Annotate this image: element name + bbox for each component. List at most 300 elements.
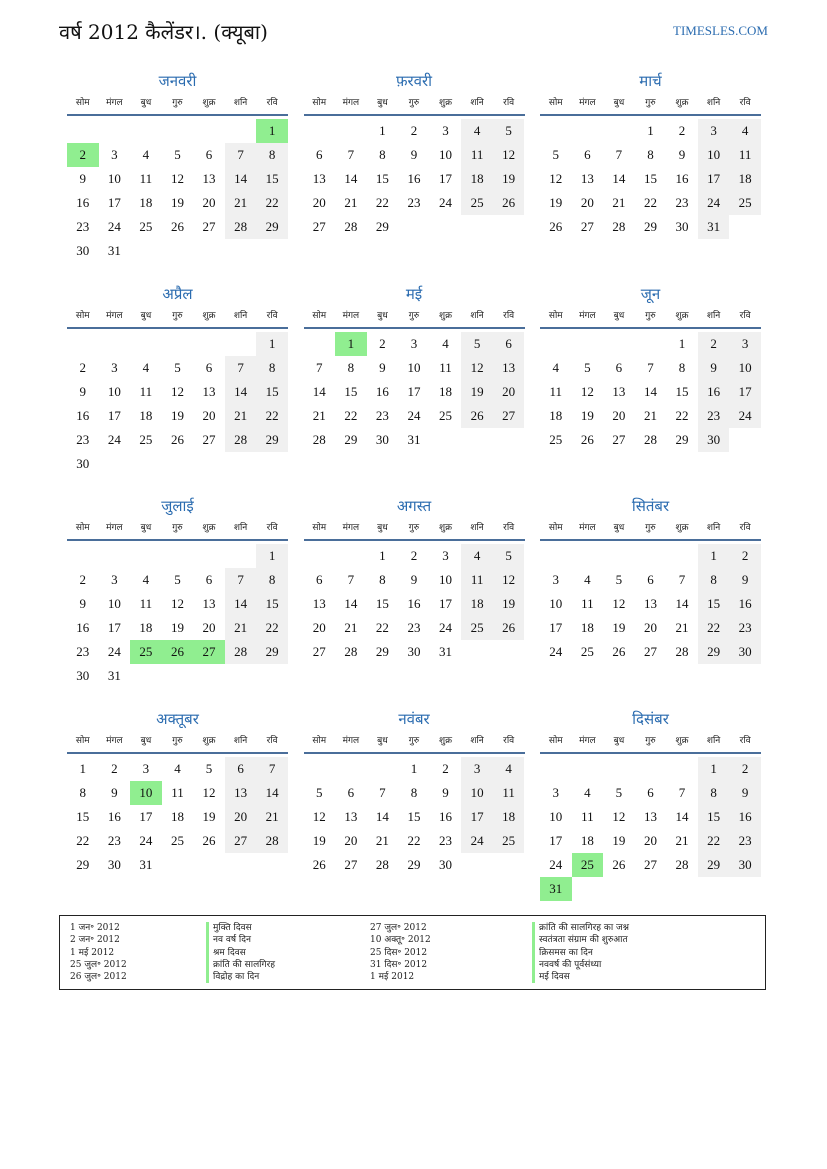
- empty-day-cell: [193, 853, 225, 877]
- empty-day-cell: [493, 215, 525, 239]
- day-cell: 5: [174, 359, 181, 375]
- weekend-day-cell: 30: [729, 853, 761, 877]
- weekday-label: मंगल: [342, 98, 360, 108]
- empty-day-cell: [67, 544, 99, 568]
- empty-day-cell: [225, 119, 257, 143]
- day-cell: 29: [76, 856, 90, 872]
- day-cell: 14: [643, 383, 657, 399]
- empty-day-cell: [193, 664, 225, 688]
- empty-day-cell: [162, 119, 194, 143]
- calendar-grid: [67, 70, 761, 920]
- weekday-label: रवि: [266, 735, 278, 746]
- day-cell: 20: [202, 407, 216, 423]
- week-row: [304, 119, 525, 143]
- day-cell: 29: [375, 644, 389, 659]
- day-cell: 6: [647, 784, 654, 800]
- weekend-day-cell: 20: [493, 380, 525, 404]
- weekday-label: शुक्र: [675, 523, 689, 533]
- empty-day-cell: [225, 452, 257, 476]
- weekday-label: शुक्र: [202, 735, 216, 746]
- weekday-label: रवि: [739, 523, 751, 533]
- weekend-day-cell: 23: [729, 829, 761, 853]
- weekend-day-cell: 3: [729, 332, 761, 356]
- weekday-label: गुरु: [645, 310, 656, 321]
- week-row: [67, 853, 288, 877]
- weekend-day-cell: 7: [225, 356, 257, 380]
- weekday-label: शुक्र: [675, 735, 689, 746]
- week-row: [540, 805, 761, 829]
- empty-day-cell: [603, 332, 635, 356]
- week-row: [540, 616, 761, 640]
- empty-day-cell: [493, 853, 525, 877]
- weekend-day-cell: 26: [493, 191, 525, 215]
- weekday-label: शनि: [470, 523, 484, 533]
- weekday-header: [304, 517, 525, 541]
- month-weeks: [67, 541, 288, 688]
- weekend-day-cell: 25: [729, 191, 761, 215]
- day-cell: 13: [643, 808, 657, 824]
- day-cell: 15: [407, 808, 421, 824]
- day-cell: 6: [205, 147, 213, 162]
- day-cell: 9: [410, 572, 418, 587]
- day-cell: 18: [580, 832, 594, 848]
- day-cell: 21: [375, 832, 389, 848]
- week-row: [304, 640, 525, 664]
- day-cell: 27: [580, 219, 594, 234]
- weekday-label: सोम: [312, 310, 327, 321]
- weekend-day-cell: 22: [256, 404, 288, 428]
- weekend-day-cell: 29: [256, 215, 288, 239]
- weekend-day-cell: 15: [698, 592, 730, 616]
- day-cell: 22: [375, 195, 389, 210]
- day-cell: 22: [76, 832, 90, 848]
- empty-day-cell: [398, 215, 430, 239]
- day-cell: 6: [316, 147, 323, 162]
- month-block: [304, 283, 525, 496]
- weekend-day-cell: 17: [729, 380, 761, 404]
- day-cell: 3: [111, 147, 118, 162]
- day-cell: 17: [139, 808, 153, 824]
- weekend-day-cell: 14: [256, 781, 288, 805]
- day-cell: 12: [170, 171, 184, 186]
- empty-day-cell: [130, 544, 162, 568]
- day-cell: 24: [139, 832, 153, 848]
- day-cell: 14: [675, 808, 689, 824]
- weekend-day-cell: 20: [225, 805, 257, 829]
- weekday-label: रवि: [503, 98, 515, 108]
- day-cell: 8: [79, 784, 87, 800]
- weekend-day-cell: 22: [256, 191, 288, 215]
- legend-holiday-name: क्रांति की सालगिरह: [206, 959, 275, 971]
- day-cell: 25: [549, 431, 563, 447]
- weekend-day-cell: 25: [493, 829, 525, 853]
- day-cell: 28: [312, 431, 326, 447]
- day-cell: 24: [439, 620, 453, 635]
- weekend-day-cell: 15: [256, 592, 288, 616]
- weekend-day-cell: 6: [225, 757, 257, 781]
- day-cell: 9: [79, 171, 87, 186]
- empty-day-cell: [461, 853, 493, 877]
- empty-day-cell: [304, 119, 336, 143]
- weekday-header: [67, 92, 288, 116]
- weekday-label: मंगल: [342, 310, 360, 321]
- legend-holiday-name: मुक्ति दिवस: [206, 922, 275, 934]
- day-cell: 24: [439, 195, 453, 210]
- weekend-day-cell: 10: [698, 143, 730, 167]
- month-weeks: [540, 754, 761, 901]
- day-cell: 11: [139, 171, 153, 186]
- empty-day-cell: [256, 664, 288, 688]
- weekend-day-cell: 29: [698, 640, 730, 664]
- day-cell: 3: [552, 784, 560, 800]
- day-cell: 10: [439, 147, 453, 162]
- week-row: [540, 143, 761, 167]
- weekday-label: शुक्र: [675, 310, 689, 321]
- empty-day-cell: [540, 332, 572, 356]
- weekend-day-cell: 4: [493, 757, 525, 781]
- weekday-label: बुध: [377, 310, 388, 321]
- weekday-label: मंगल: [342, 523, 360, 533]
- weekend-day-cell: 19: [493, 167, 525, 191]
- month-block: [67, 283, 288, 496]
- day-cell: 24: [107, 431, 121, 447]
- week-row: [540, 332, 761, 356]
- weekend-day-cell: 27: [493, 404, 525, 428]
- weekday-label: रवि: [503, 310, 515, 321]
- week-row: [540, 356, 761, 380]
- weekday-label: बुध: [377, 98, 388, 108]
- weekday-label: गुरु: [172, 98, 183, 108]
- weekday-label: गुरु: [172, 523, 183, 533]
- day-cell: 7: [379, 784, 386, 800]
- weekend-day-cell: 12: [493, 143, 525, 167]
- day-cell: 4: [584, 572, 591, 587]
- weekend-day-cell: 28: [225, 428, 257, 452]
- month-weeks: [67, 754, 288, 877]
- weekday-label: रवि: [503, 735, 515, 746]
- day-cell: 7: [678, 572, 686, 587]
- weekday-label: शनि: [233, 310, 248, 321]
- week-row: [540, 853, 761, 877]
- day-cell: 20: [202, 620, 216, 635]
- weekday-label: शनि: [706, 98, 721, 108]
- weekend-day-cell: 8: [256, 568, 288, 592]
- week-row: [67, 239, 288, 263]
- month-row: [67, 70, 761, 283]
- weekday-label: सोम: [548, 98, 563, 108]
- weekday-label: शनि: [706, 735, 721, 746]
- day-cell: 30: [76, 243, 90, 258]
- weekday-label: मंगल: [106, 523, 123, 533]
- legend-dates-column-2: [370, 922, 431, 983]
- month-block: [540, 495, 761, 708]
- week-row: [540, 592, 761, 616]
- day-cell: 3: [111, 572, 118, 587]
- weekday-label: रवि: [503, 523, 515, 533]
- weekend-day-cell: 14: [225, 592, 257, 616]
- day-cell: 23: [76, 431, 90, 447]
- holiday-legend: [59, 915, 766, 990]
- month-row: [67, 708, 761, 921]
- weekend-day-cell: 1: [256, 332, 288, 356]
- weekend-day-cell: 4: [461, 544, 493, 568]
- day-cell: 22: [407, 832, 421, 848]
- week-row: [304, 356, 525, 380]
- month-name: दिसंबर: [632, 709, 669, 728]
- weekend-day-cell: 29: [698, 853, 730, 877]
- day-cell: 21: [312, 407, 326, 423]
- week-row: [304, 404, 525, 428]
- empty-day-cell: [729, 428, 761, 452]
- weekend-day-cell: 2: [698, 332, 730, 356]
- legend-holiday-name: नववर्ष की पूर्वसंध्या: [532, 959, 629, 971]
- day-cell: 15: [643, 171, 657, 186]
- day-cell: 14: [344, 171, 358, 186]
- day-cell: 29: [643, 219, 657, 234]
- day-cell: 25: [170, 832, 184, 848]
- day-cell: 29: [675, 431, 689, 447]
- weekend-day-cell: 19: [461, 380, 493, 404]
- day-cell: 4: [584, 784, 591, 800]
- holiday-day-cell: 1: [256, 119, 288, 143]
- day-cell: 21: [344, 620, 358, 635]
- weekday-label: मंगल: [579, 735, 596, 746]
- day-cell: 30: [675, 219, 689, 234]
- day-cell: 29: [407, 856, 421, 872]
- day-cell: 24: [549, 856, 563, 872]
- day-cell: 16: [375, 383, 389, 399]
- weekend-day-cell: 21: [256, 805, 288, 829]
- weekday-label: शुक्र: [439, 98, 453, 108]
- day-cell: 18: [139, 620, 153, 635]
- day-cell: 16: [76, 620, 90, 635]
- weekend-day-cell: 8: [698, 568, 730, 592]
- week-row: [67, 404, 288, 428]
- week-row: [304, 853, 525, 877]
- weekday-header: [304, 305, 525, 329]
- week-row: [540, 781, 761, 805]
- legend-holiday-name: क्रिसमस का दिन: [532, 947, 629, 959]
- weekend-day-cell: 8: [256, 143, 288, 167]
- weekday-label: शनि: [233, 735, 248, 746]
- legend-date: 1 मई 2012: [370, 972, 415, 983]
- weekend-day-cell: 15: [698, 805, 730, 829]
- day-cell: 30: [107, 856, 121, 872]
- weekend-day-cell: 3: [461, 757, 493, 781]
- day-cell: 2: [442, 760, 449, 776]
- legend-date: 31 दिस॰ 2012: [370, 959, 428, 970]
- day-cell: 15: [375, 171, 389, 186]
- month-name: अक्तूबर: [156, 709, 199, 728]
- weekend-day-cell: 5: [493, 119, 525, 143]
- day-cell: 17: [107, 195, 121, 210]
- weekday-label: गुरु: [408, 310, 420, 321]
- day-cell: 21: [675, 832, 689, 848]
- empty-day-cell: [67, 332, 99, 356]
- day-cell: 1: [379, 123, 386, 138]
- weekend-day-cell: 15: [256, 167, 288, 191]
- legend-names-column-2: [532, 922, 629, 983]
- month-name: जनवरी: [158, 72, 197, 90]
- day-cell: 24: [107, 219, 121, 234]
- day-cell: 27: [312, 644, 326, 659]
- weekend-day-cell: 5: [493, 544, 525, 568]
- weekday-label: रवि: [739, 735, 751, 746]
- weekend-day-cell: 4: [729, 119, 761, 143]
- day-cell: 11: [139, 596, 153, 611]
- week-row: [540, 191, 761, 215]
- day-cell: 10: [107, 596, 121, 611]
- week-row: [67, 664, 288, 688]
- weekend-day-cell: 26: [493, 616, 525, 640]
- week-row: [304, 428, 525, 452]
- weekend-day-cell: 24: [461, 829, 493, 853]
- day-cell: 3: [410, 335, 418, 351]
- day-cell: 27: [612, 431, 626, 447]
- week-row: [540, 877, 761, 901]
- day-cell: 6: [205, 572, 213, 587]
- day-cell: 6: [316, 572, 323, 587]
- day-cell: 5: [316, 784, 323, 800]
- day-cell: 13: [580, 171, 594, 186]
- week-row: [67, 757, 288, 781]
- weekday-label: शुक्र: [439, 310, 453, 321]
- weekday-label: रवि: [266, 523, 278, 533]
- weekend-day-cell: 4: [461, 119, 493, 143]
- day-cell: 26: [612, 856, 626, 872]
- empty-day-cell: [635, 757, 667, 781]
- day-cell: 9: [379, 359, 386, 375]
- day-cell: 20: [580, 195, 594, 210]
- week-row: [304, 167, 525, 191]
- day-cell: 17: [549, 832, 563, 848]
- weekday-label: सोम: [75, 310, 90, 321]
- day-cell: 9: [79, 383, 87, 399]
- weekday-label: गुरु: [408, 98, 420, 108]
- legend-date: 26 जुल॰ 2012: [70, 972, 127, 983]
- day-cell: 30: [76, 455, 90, 471]
- day-cell: 15: [344, 383, 358, 399]
- month-block: [304, 70, 525, 283]
- week-row: [540, 544, 761, 568]
- weekend-day-cell: 7: [225, 568, 257, 592]
- weekend-day-cell: 13: [493, 356, 525, 380]
- day-cell: 9: [111, 784, 118, 800]
- month-weeks: [67, 116, 288, 263]
- month-block: [540, 708, 761, 921]
- empty-day-cell: [99, 544, 131, 568]
- legend-date: 1 मई 2012: [70, 947, 115, 958]
- holiday-day-cell: 27: [193, 640, 225, 664]
- weekday-header: [67, 517, 288, 541]
- day-cell: 22: [675, 407, 689, 423]
- month-block: [67, 70, 288, 283]
- empty-day-cell: [130, 239, 162, 263]
- weekend-day-cell: 26: [461, 404, 493, 428]
- day-cell: 26: [170, 219, 184, 234]
- legend-holiday-name: क्रांति की सालगिरह का जश्न: [532, 922, 629, 934]
- day-cell: 13: [612, 383, 626, 399]
- day-cell: 23: [407, 620, 421, 635]
- day-cell: 29: [375, 219, 389, 234]
- week-row: [67, 781, 288, 805]
- weekday-label: मंगल: [579, 523, 596, 533]
- weekday-label: बुध: [613, 523, 625, 533]
- day-cell: 11: [581, 596, 594, 611]
- weekday-label: सोम: [548, 735, 563, 746]
- day-cell: 5: [205, 760, 213, 776]
- week-row: [304, 191, 525, 215]
- day-cell: 28: [375, 856, 389, 872]
- week-row: [540, 167, 761, 191]
- weekend-day-cell: 21: [225, 616, 257, 640]
- day-cell: 1: [410, 760, 418, 776]
- day-cell: 5: [174, 147, 181, 162]
- day-cell: 30: [375, 431, 389, 447]
- day-cell: 20: [643, 620, 657, 635]
- empty-day-cell: [572, 877, 604, 901]
- day-cell: 28: [675, 644, 689, 659]
- week-row: [304, 380, 525, 404]
- month-name: मार्च: [639, 72, 662, 90]
- empty-day-cell: [130, 332, 162, 356]
- weekday-label: मंगल: [579, 98, 596, 108]
- empty-day-cell: [225, 544, 257, 568]
- day-cell: 27: [643, 644, 657, 659]
- weekend-day-cell: 17: [461, 805, 493, 829]
- weekday-label: शुक्र: [439, 523, 453, 533]
- day-cell: 26: [549, 219, 563, 234]
- site-link[interactable]: TIMESLES.COM: [673, 23, 768, 38]
- empty-day-cell: [99, 119, 131, 143]
- week-row: [304, 781, 525, 805]
- day-cell: 17: [407, 383, 421, 399]
- empty-day-cell: [461, 428, 493, 452]
- day-cell: 27: [344, 856, 358, 872]
- week-row: [67, 544, 288, 568]
- weekday-label: शुक्र: [202, 98, 216, 108]
- day-cell: 19: [312, 832, 326, 848]
- month-weeks: [540, 541, 761, 664]
- week-row: [540, 568, 761, 592]
- legend-date: 10 अक्तू॰ 2012: [370, 935, 431, 946]
- weekday-label: बुध: [377, 735, 388, 746]
- empty-day-cell: [635, 332, 667, 356]
- day-cell: 17: [439, 171, 453, 186]
- day-cell: 22: [375, 620, 389, 635]
- weekday-label: गुरु: [408, 735, 420, 746]
- day-cell: 14: [344, 596, 358, 611]
- holiday-day-cell: 25: [130, 640, 162, 664]
- day-cell: 20: [612, 407, 626, 423]
- empty-day-cell: [162, 853, 194, 877]
- weekend-day-cell: 18: [493, 805, 525, 829]
- day-cell: 10: [549, 808, 563, 824]
- day-cell: 5: [174, 572, 181, 587]
- weekend-day-cell: 15: [256, 380, 288, 404]
- week-row: [304, 215, 525, 239]
- weekend-day-cell: 2: [729, 544, 761, 568]
- weekday-label: शुक्र: [439, 735, 453, 746]
- weekday-header: [67, 305, 288, 329]
- empty-day-cell: [540, 119, 572, 143]
- weekend-day-cell: 21: [225, 404, 257, 428]
- empty-day-cell: [335, 757, 367, 781]
- weekend-day-cell: 2: [729, 757, 761, 781]
- day-cell: 16: [407, 171, 421, 186]
- empty-day-cell: [572, 332, 604, 356]
- month-weeks: [304, 541, 525, 664]
